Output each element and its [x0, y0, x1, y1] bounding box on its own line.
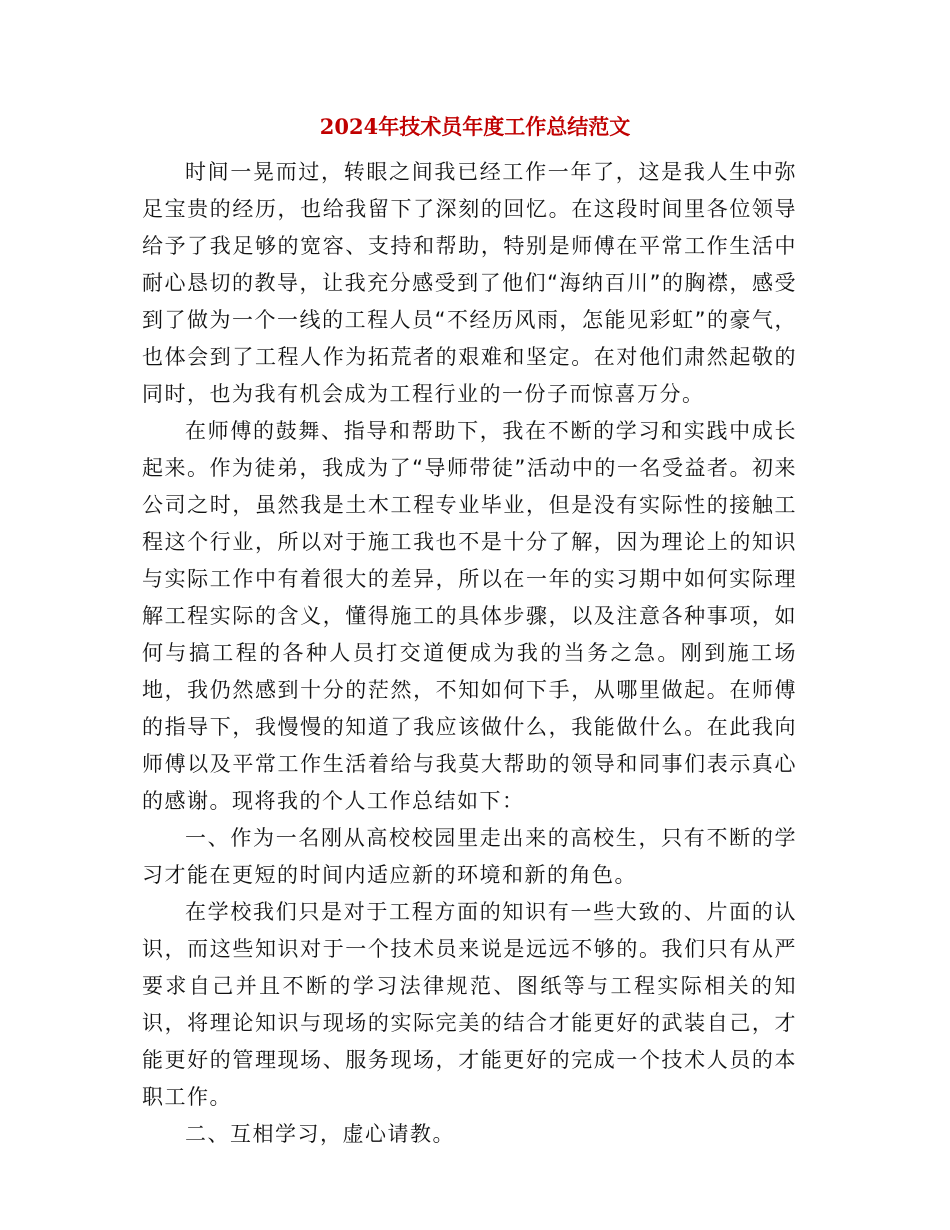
- document-body: [142, 154, 797, 1153]
- paragraph-intro: 时间一晃而过，转眼之间我已经工作一年了，这是我人生中弥足宝贵的经历，也给我留下了深刻的回忆。在这段时间里各位领导给予了我足够的宽容、支持和帮助，特别是师傅在平常工作生活中耐心恳切的教导，让我充分感受到了他们“海纳百川”的胸襟，感受到了做为一个一线的工程人员“不经历风雨，怎能见彩虹”的豪气，也体会到了工程人作为拓荒者的艰难和坚定。在对他们肃然起敬的同时，也为我有机会成为工程行业的一份子而惊喜万分。: [142, 160, 797, 406]
- paragraph-section-one-heading: 一、作为一名刚从高校校园里走出来的高校生，只有不断的学习才能在更短的时间内适应新的环境和新的角色。: [142, 826, 797, 887]
- document-title: 2024年技术员年度工作总结范文: [319, 114, 631, 139]
- paragraph-mentorship: 在师傅的鼓舞、指导和帮助下，我在不断的学习和实践中成长起来。作为徒弟，我成为了“导师带徒”活动中的一名受益者。初来公司之时，虽然我是土木工程专业毕业，但是没有实际性的接触工程这个行业，所以对于施工我也不是十分了解，因为理论上的知识与实际工作中有着很大的差异，所以在一年的实习期中如何实际理解工程实际的含义，懂得施工的具体步骤，以及注意各种事项，如何与搞工程的各种人员打交道便成为我的当务之急。刚到施工场地，我仍然感到十分的茫然，不知如何下手，从哪里做起。在师傅的指导下，我慢慢的知道了我应该做什么，我能做什么。在此我向师傅以及平常工作生活着给与我莫大帮助的领导和同事们表示真心的感谢。现将我的个人工作总结如下：: [142, 419, 797, 813]
- paragraph-section-one-body: 在学校我们只是对于工程方面的知识有一些大致的、片面的认识，而这些知识对于一个技术员来说是远远不够的。我们只有从严要求自己并且不断的学习法律规范、图纸等与工程实际相关的知识，将理论知识与现场的实际完美的结合才能更好的武装自己，才能更好的管理现场、服务现场，才能更好的完成一个技术人员的本职工作。: [142, 900, 797, 1109]
- paragraph-section-two-heading: 二、互相学习，虚心请教。: [185, 1122, 455, 1146]
